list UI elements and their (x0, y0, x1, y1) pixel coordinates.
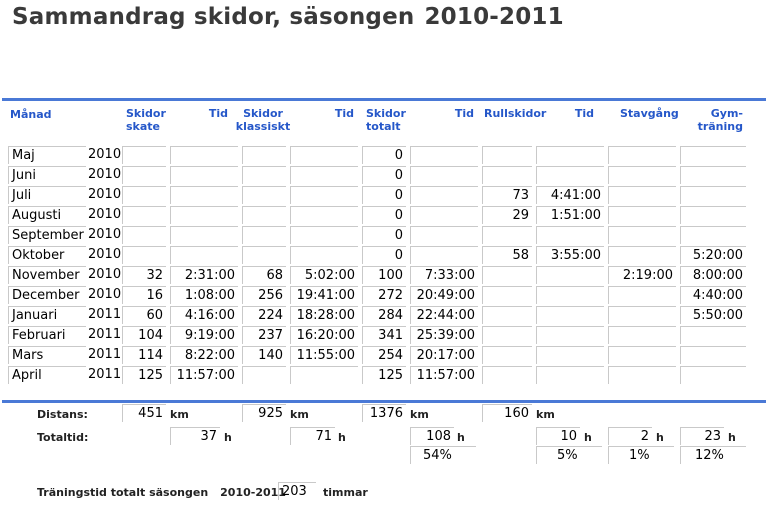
distans-label: Distans: (37, 408, 88, 421)
header-tid-klassiskt: Tid (334, 107, 354, 120)
cell-tid-klassiskt: 5:02:00 (290, 266, 358, 284)
cell-stavgang (608, 186, 676, 204)
cell-month: Januari (8, 306, 86, 324)
header-manad: Månad (10, 108, 52, 121)
cell-month: Juli (8, 186, 86, 204)
cell-tid-klassiskt: 18:28:00 (290, 306, 358, 324)
cell-skidor-klassiskt: 68 (242, 266, 286, 284)
cell-stavgang (608, 146, 676, 164)
cell-rullskidor (482, 326, 532, 344)
cell-tid-totalt (410, 226, 478, 244)
cell-skidor-skate (122, 226, 166, 244)
cell-skidor-totalt: 0 (362, 226, 406, 244)
cell-stavgang (608, 226, 676, 244)
cell-tid-rullskidor (536, 306, 604, 324)
cell-tid-totalt (410, 146, 478, 164)
cell-month: April (8, 366, 86, 384)
cell-skidor-klassiskt: 237 (242, 326, 286, 344)
totaltid-rullskidor: 10 (536, 427, 580, 445)
cell-gymtraning (680, 166, 746, 184)
cell-stavgang (608, 326, 676, 344)
cell-skidor-klassiskt (242, 246, 286, 264)
cell-rullskidor (482, 146, 532, 164)
header-stavgang: Stavgång (620, 107, 679, 120)
km-unit: km (290, 408, 309, 421)
cell-month: November (8, 266, 86, 284)
header-rule-bottom (2, 400, 766, 403)
cell-skidor-skate: 32 (122, 266, 166, 284)
cell-skidor-skate: 16 (122, 286, 166, 304)
cell-tid-skate (170, 186, 238, 204)
cell-skidor-skate: 125 (122, 366, 166, 384)
cell-tid-skate: 11:57:00 (170, 366, 238, 384)
cell-skidor-klassiskt (242, 206, 286, 224)
cell-skidor-totalt: 0 (362, 246, 406, 264)
cell-tid-totalt: 7:33:00 (410, 266, 478, 284)
totaltid-klassiskt: 71 (290, 427, 335, 445)
cell-year: 2010 (88, 227, 122, 242)
cell-tid-rullskidor: 1:51:00 (536, 206, 604, 224)
procent-stavgang: 1% (608, 446, 674, 464)
km-unit: km (536, 408, 555, 421)
cell-rullskidor (482, 226, 532, 244)
cell-tid-klassiskt (290, 186, 358, 204)
header-rule-top (2, 98, 766, 101)
cell-tid-skate (170, 206, 238, 224)
cell-rullskidor (482, 306, 532, 324)
cell-skidor-klassiskt (242, 166, 286, 184)
footer-unit: timmar (323, 486, 368, 499)
cell-month: Juni (8, 166, 86, 184)
cell-year: 2011 (88, 367, 122, 382)
cell-tid-rullskidor (536, 226, 604, 244)
cell-tid-rullskidor (536, 366, 604, 384)
header-skidor-klassiskt: Skidor klassiskt (235, 107, 291, 133)
cell-tid-totalt (410, 186, 478, 204)
totaltid-stavgang: 2 (608, 427, 652, 445)
cell-skidor-skate (122, 166, 166, 184)
cell-skidor-skate: 114 (122, 346, 166, 364)
cell-skidor-klassiskt (242, 146, 286, 164)
header-skidor-skate: Skidor skate (126, 107, 166, 133)
cell-year: 2010 (88, 267, 122, 282)
cell-month: December (8, 286, 86, 304)
km-unit: km (170, 408, 189, 421)
cell-stavgang (608, 346, 676, 364)
totaltid-totalt: 108 (410, 427, 454, 445)
cell-rullskidor (482, 366, 532, 384)
cell-skidor-klassiskt: 256 (242, 286, 286, 304)
procent-totalt: 54% (410, 446, 476, 464)
cell-tid-rullskidor: 3:55:00 (536, 246, 604, 264)
cell-tid-skate (170, 146, 238, 164)
cell-tid-klassiskt (290, 146, 358, 164)
cell-gymtraning (680, 206, 746, 224)
cell-gymtraning: 5:20:00 (680, 246, 746, 264)
totaltid-gym: 23 (680, 427, 724, 445)
cell-skidor-klassiskt: 224 (242, 306, 286, 324)
cell-tid-rullskidor (536, 146, 604, 164)
cell-skidor-totalt: 0 (362, 206, 406, 224)
cell-stavgang (608, 206, 676, 224)
header-tid-rullskidor: Tid (574, 107, 594, 120)
cell-tid-totalt: 11:57:00 (410, 366, 478, 384)
cell-gymtraning (680, 226, 746, 244)
cell-year: 2011 (88, 307, 122, 322)
totaltid-label: Totaltid: (37, 431, 89, 444)
cell-tid-skate: 4:16:00 (170, 306, 238, 324)
cell-tid-klassiskt (290, 166, 358, 184)
cell-stavgang (608, 366, 676, 384)
cell-year: 2010 (88, 207, 122, 222)
cell-gymtraning (680, 366, 746, 384)
cell-month: Augusti (8, 206, 86, 224)
header-rullskidor: Rullskidor (484, 107, 547, 120)
cell-gymtraning: 4:40:00 (680, 286, 746, 304)
h-unit: h (728, 431, 736, 444)
cell-year: 2010 (88, 187, 122, 202)
h-unit: h (656, 431, 664, 444)
header-gymtraning: Gym- träning (697, 107, 743, 133)
cell-rullskidor (482, 346, 532, 364)
cell-skidor-skate (122, 186, 166, 204)
cell-tid-skate (170, 166, 238, 184)
h-unit: h (338, 431, 346, 444)
cell-gymtraning: 5:50:00 (680, 306, 746, 324)
header-skidor-totalt: Skidor totalt (366, 107, 406, 133)
procent-rullskidor: 5% (536, 446, 602, 464)
cell-year: 2010 (88, 167, 122, 182)
cell-tid-klassiskt (290, 366, 358, 384)
cell-year: 2011 (88, 347, 122, 362)
cell-rullskidor: 73 (482, 186, 532, 204)
cell-tid-skate: 8:22:00 (170, 346, 238, 364)
cell-year: 2011 (88, 327, 122, 342)
cell-stavgang (608, 286, 676, 304)
cell-skidor-klassiskt (242, 366, 286, 384)
cell-skidor-totalt: 0 (362, 166, 406, 184)
cell-gymtraning (680, 186, 746, 204)
cell-skidor-totalt: 254 (362, 346, 406, 364)
cell-skidor-klassiskt (242, 226, 286, 244)
cell-stavgang (608, 166, 676, 184)
cell-tid-klassiskt: 11:55:00 (290, 346, 358, 364)
cell-tid-totalt (410, 166, 478, 184)
cell-skidor-totalt: 100 (362, 266, 406, 284)
cell-month: September (8, 226, 86, 244)
page-title: Sammandrag skidor, säsongen 2010-2011 (12, 4, 564, 30)
cell-stavgang (608, 306, 676, 324)
cell-rullskidor (482, 166, 532, 184)
cell-tid-totalt: 22:44:00 (410, 306, 478, 324)
cell-tid-klassiskt (290, 246, 358, 264)
cell-year: 2010 (88, 147, 122, 162)
procent-gym: 12% (680, 446, 746, 464)
cell-tid-skate (170, 226, 238, 244)
footer-label: Träningstid totalt säsongen 2010-2011 (37, 486, 286, 499)
cell-tid-totalt: 25:39:00 (410, 326, 478, 344)
cell-rullskidor: 29 (482, 206, 532, 224)
cell-skidor-totalt: 341 (362, 326, 406, 344)
cell-stavgang: 2:19:00 (608, 266, 676, 284)
cell-tid-totalt: 20:17:00 (410, 346, 478, 364)
footer-total-hours: 203 (278, 482, 316, 500)
distans-rullskidor: 160 (482, 404, 532, 422)
cell-tid-totalt (410, 206, 478, 224)
cell-skidor-totalt: 272 (362, 286, 406, 304)
cell-skidor-skate (122, 206, 166, 224)
cell-skidor-totalt: 0 (362, 186, 406, 204)
cell-tid-skate: 1:08:00 (170, 286, 238, 304)
cell-skidor-totalt: 284 (362, 306, 406, 324)
cell-tid-skate: 9:19:00 (170, 326, 238, 344)
header-tid-totalt: Tid (454, 107, 474, 120)
cell-skidor-skate: 60 (122, 306, 166, 324)
cell-skidor-skate (122, 146, 166, 164)
cell-skidor-totalt: 125 (362, 366, 406, 384)
cell-skidor-totalt: 0 (362, 146, 406, 164)
cell-tid-rullskidor (536, 326, 604, 344)
km-unit: km (410, 408, 429, 421)
cell-tid-totalt: 20:49:00 (410, 286, 478, 304)
cell-tid-totalt (410, 246, 478, 264)
cell-tid-klassiskt (290, 226, 358, 244)
cell-month: Maj (8, 146, 86, 164)
cell-tid-rullskidor (536, 166, 604, 184)
cell-tid-klassiskt (290, 206, 358, 224)
h-unit: h (584, 431, 592, 444)
cell-tid-rullskidor: 4:41:00 (536, 186, 604, 204)
cell-gymtraning: 8:00:00 (680, 266, 746, 284)
h-unit: h (224, 431, 232, 444)
cell-month: Februari (8, 326, 86, 344)
cell-skidor-klassiskt: 140 (242, 346, 286, 364)
cell-skidor-skate (122, 246, 166, 264)
header-tid-skate: Tid (208, 107, 228, 120)
cell-rullskidor: 58 (482, 246, 532, 264)
cell-tid-skate: 2:31:00 (170, 266, 238, 284)
cell-tid-klassiskt: 16:20:00 (290, 326, 358, 344)
cell-tid-klassiskt: 19:41:00 (290, 286, 358, 304)
cell-skidor-klassiskt (242, 186, 286, 204)
cell-tid-rullskidor (536, 266, 604, 284)
cell-month: Mars (8, 346, 86, 364)
distans-klassiskt: 925 (242, 404, 286, 422)
distans-skate: 451 (122, 404, 166, 422)
cell-gymtraning (680, 326, 746, 344)
cell-gymtraning (680, 346, 746, 364)
distans-totalt: 1376 (362, 404, 406, 422)
cell-month: Oktober (8, 246, 86, 264)
cell-gymtraning (680, 146, 746, 164)
cell-skidor-skate: 104 (122, 326, 166, 344)
cell-tid-rullskidor (536, 286, 604, 304)
h-unit: h (457, 431, 465, 444)
cell-rullskidor (482, 266, 532, 284)
cell-rullskidor (482, 286, 532, 304)
cell-year: 2010 (88, 287, 122, 302)
totaltid-skate: 37 (170, 427, 220, 445)
cell-tid-skate (170, 246, 238, 264)
cell-tid-rullskidor (536, 346, 604, 364)
cell-year: 2010 (88, 247, 122, 262)
cell-stavgang (608, 246, 676, 264)
